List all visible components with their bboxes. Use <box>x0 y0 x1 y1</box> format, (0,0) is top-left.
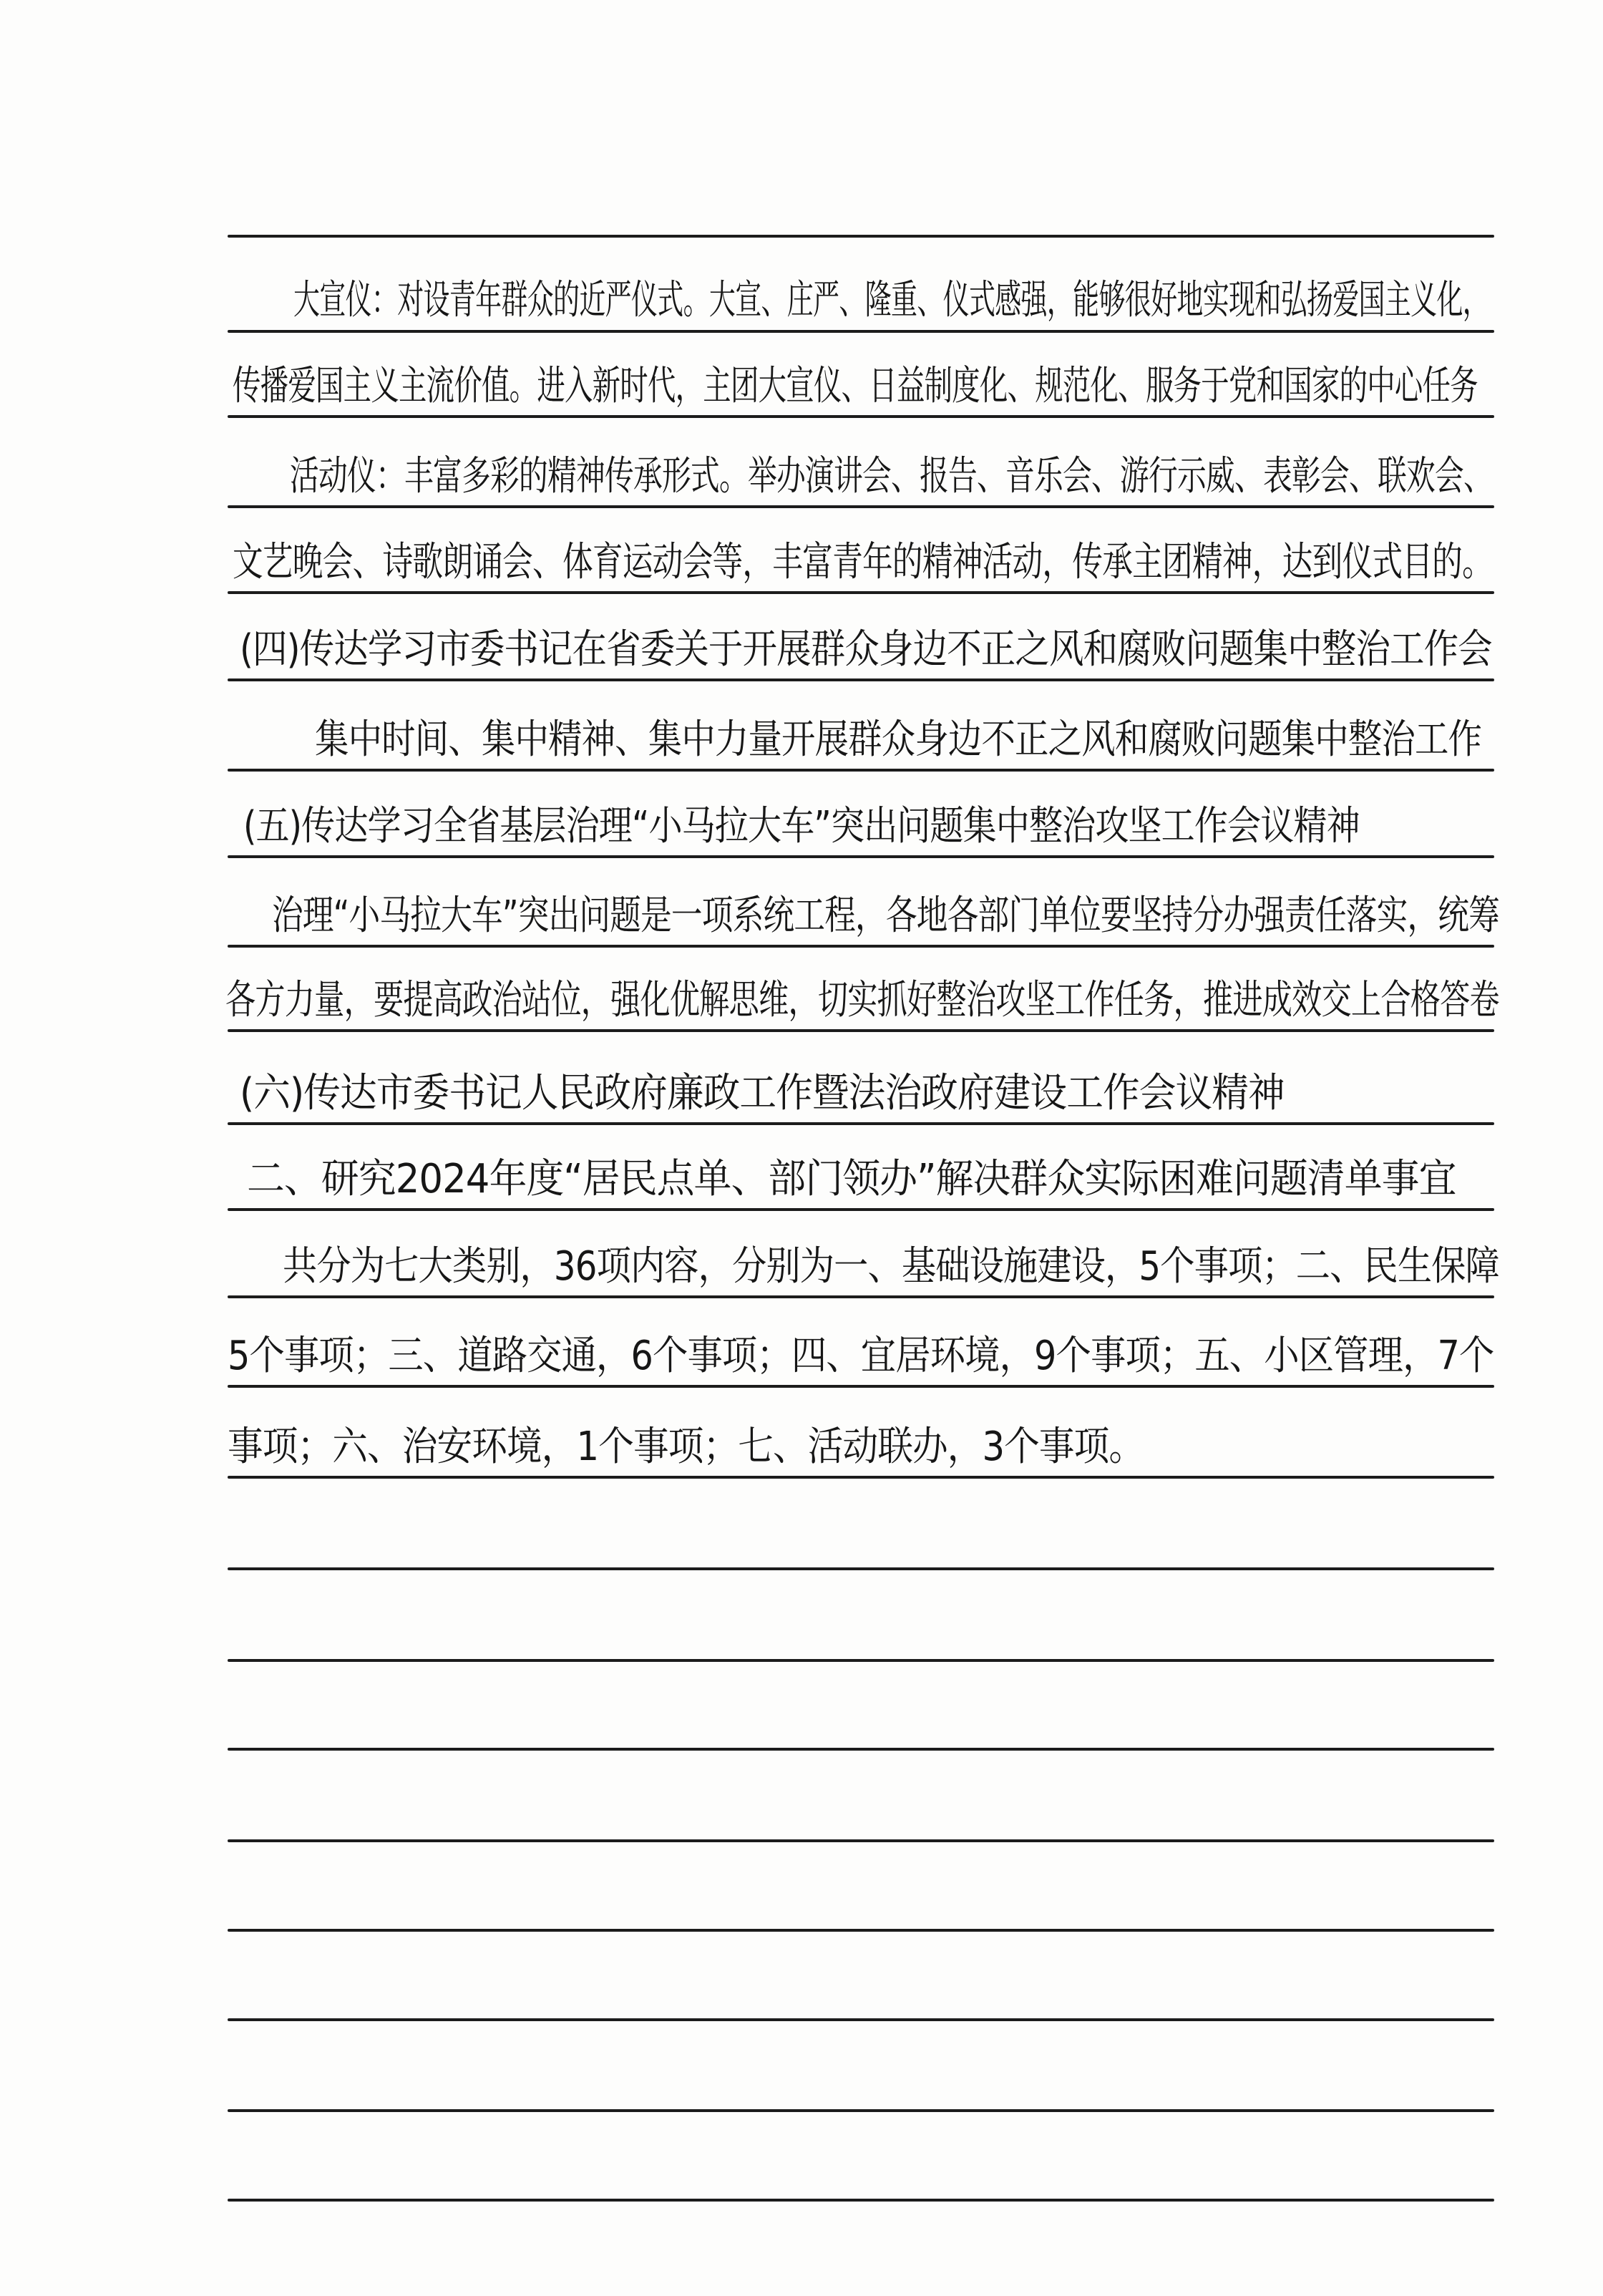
ruled-line <box>228 1748 1494 1751</box>
handwritten-line: (四)传达学习市委书记在省委关于开展群众身边不正之风和腐败问题集中整治工作会 <box>240 626 1492 673</box>
ruled-line <box>228 235 1494 238</box>
handwritten-line: 5个事项；三、道路交通，6个事项；四、宜居环境，9个事项；五、小区管理，7个 <box>228 1333 1494 1379</box>
ruled-line <box>228 1659 1494 1662</box>
handwritten-line: 各方力量，要提高政治站位，强化优解思维，切实抓好整治攻坚工作任务，推进成效交上合格答卷 <box>225 977 1499 1023</box>
ruled-line <box>228 678 1494 681</box>
ruled-line <box>228 1295 1494 1298</box>
handwritten-line: 文艺晚会、诗歌朗诵会、体育运动会等，丰富青年的精神活动，传承主团精神，达到仪式目的。 <box>233 539 1492 585</box>
handwritten-line: 共分为七大类别，36项内容，分别为一、基础设施建设，5个事项；二、民生保障 <box>283 1243 1499 1290</box>
ruled-line <box>228 2018 1494 2021</box>
ruled-line <box>228 591 1494 594</box>
ruled-line <box>228 1929 1494 1932</box>
ruled-line <box>228 945 1494 948</box>
ruled-line <box>228 1029 1494 1032</box>
handwritten-line: 大宣仪：对设青年群众的近严仪式。大宣、庄严、隆重、仪式感强，能够很好地实现和弘扬爱国主义化， <box>293 277 1489 324</box>
handwritten-line: (五)传达学习全省基层治理“小马拉大车”突出问题集中整治攻坚工作会议精神 <box>243 803 1360 850</box>
handwritten-line: 二、研究2024年度“居民点单、部门领办”解决群众实际困难问题清单事宜 <box>247 1156 1456 1202</box>
ruled-line <box>228 1839 1494 1842</box>
handwritten-line: (六)传达市委书记人民政府廉政工作暨法治政府建设工作会议精神 <box>240 1070 1285 1117</box>
ruled-line <box>228 769 1494 772</box>
handwritten-line: 治理“小马拉大车”突出问题是一项系统工程，各地各部门单位要坚持分办强责任落实，统筹 <box>272 892 1500 939</box>
ruled-line <box>228 415 1494 418</box>
ruled-line <box>228 855 1494 858</box>
handwritten-line: 事项；六、治安环境，1个事项；七、活动联办，3个事项。 <box>228 1424 1144 1470</box>
handwritten-line: 传播爱国主义主流价值。进入新时代，主团大宣仪、日益制度化、规范化、服务于党和国家的中心任务 <box>233 363 1478 409</box>
ruled-line <box>228 2199 1494 2202</box>
handwritten-line: 活动仪：丰富多彩的精神传承形式。举办演讲会、报告、音乐会、游行示威、表彰会、联欢会、 <box>290 453 1493 500</box>
ruled-line <box>228 505 1494 508</box>
handwritten-line: 集中时间、集中精神、集中力量开展群众身边不正之风和腐败问题集中整治工作 <box>315 716 1482 763</box>
ruled-line <box>228 330 1494 333</box>
ruled-line <box>228 1208 1494 1211</box>
ruled-line <box>228 2109 1494 2112</box>
ruled-line <box>228 1385 1494 1388</box>
ruled-line <box>228 1476 1494 1479</box>
ruled-line <box>228 1567 1494 1570</box>
ruled-line <box>228 1122 1494 1125</box>
